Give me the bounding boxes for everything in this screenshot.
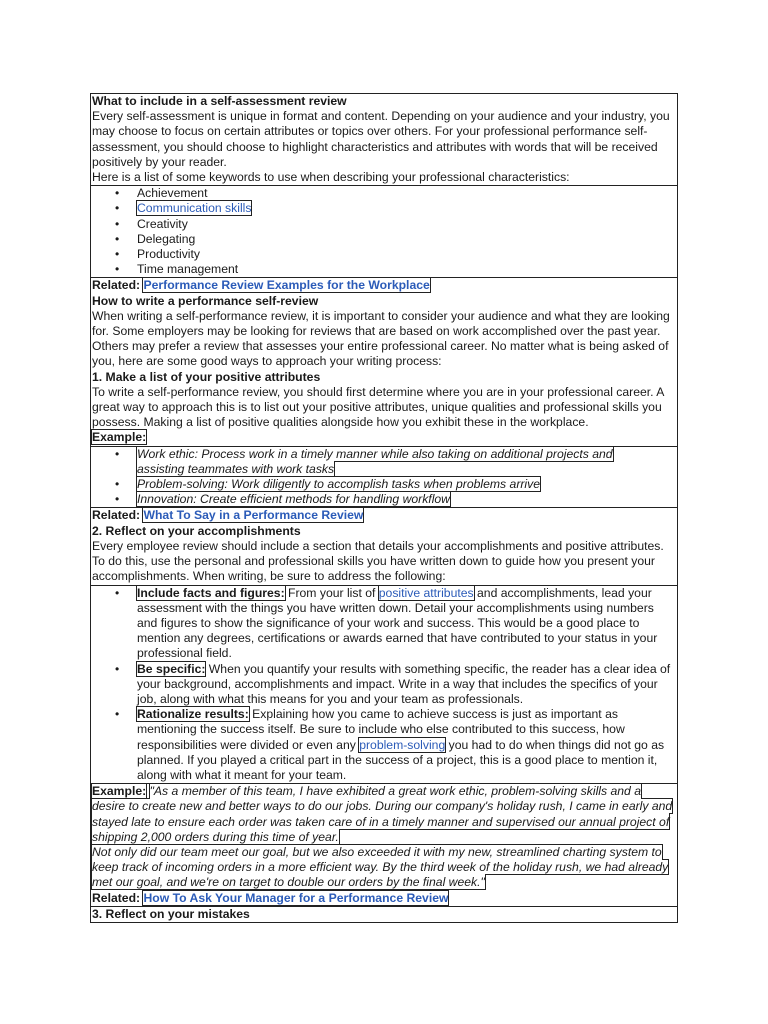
step-heading: 3. Reflect on your mistakes [92,906,250,921]
list-item: • Achievement [137,186,677,201]
paragraph: When writing a self-performance review, it is important to consider your audience and what they are looking for. Some employers may be looking for reviews that are based on work accomplished over the past year. Others may prefer a review that assesses your entire professional career. No matter what is being asked of you, here are some good ways to approach your writing process: [92,308,670,369]
tip-text: and accomplishments, lead your assessment with the things you have written down. Detail your accomplishments using numbers and figures to show the significance of your work and success. This would be a good place to mention any degrees, certifications or awards earned that have contributed to your status in your professional field. [137,585,658,661]
example-list [92,447,677,508]
keyword-list-section [90,185,678,277]
section-example-quote [90,783,678,906]
section-heading: What to include in a self-assessment review [92,94,347,108]
example-text: Innovation: Create efficient methods for handling workflow [137,492,450,507]
tip-label: Rationalize results: [137,707,249,722]
related-line [92,508,677,523]
paragraph: Every employee review should include a section that details your accomplishments and positive attributes. To do this, use the personal and professional skills you have written down to guide how you present your accomplishments. When writing, be sure to address the following: [92,538,664,584]
quote-text: "As a member of this team, I have exhibited a great work ethic, problem-solving skills and a desire to create new and better ways to do our jobs. During our company's holiday rush, I came in early and stayed late to ensure each order was taken care of in a timely manner and supervised our annual project of shipping 2,000 orders during this time of year. [92,784,673,844]
related-label: Related: [92,508,141,523]
example-text: Problem-solving: Work diligently to accomplish tasks when problems arrive [137,477,541,492]
related-link-what-to-say[interactable]: What To Say in a Performance Review [143,508,364,523]
list-item: • Delegating [137,232,677,247]
list-item [137,662,677,708]
paragraph: To write a self-performance review, you should first determine where you are in your professional career. A great way to approach this is to list out your positive attributes, unique qualities and professional skills you possess. Making a list of positive qualities alongside how you exhibit these in the workplace. [92,384,664,430]
list-item: • Time management [137,262,677,277]
list-item [137,201,677,216]
section-accomplishments [90,507,678,584]
related-line [92,891,677,906]
section-heading: How to write a performance self-review [92,293,319,308]
positive-attributes-link[interactable]: positive attributes [378,585,474,600]
tip-text: Explaining how you came to achieve success is just as important as mentioning the success itself. Be sure to include who else contributed to this success, how responsibilities were divided or even any [137,707,625,752]
section-self-review [90,277,678,445]
example-quote [92,845,677,891]
list-item [137,492,677,507]
related-link-performance-review-examples[interactable]: Performance Review Examples for the Workplace [143,278,430,293]
step-heading: 2. Reflect on your accomplishments [92,523,301,538]
tip-label: Be specific: [137,661,206,676]
list-item: • Productivity [137,247,677,262]
example-text: Work ethic: Process work in a timely manner while also taking on additional projects and assisting teammates with work tasks [137,446,613,476]
example-label: Example: [92,784,147,799]
examples-section [90,446,678,508]
related-line [92,278,677,293]
section-mistakes [90,906,678,923]
list-item: • Creativity [137,217,677,232]
problem-solving-link[interactable]: problem-solving [359,737,446,752]
list-item [137,586,677,662]
related-label: Related: [92,890,141,905]
paragraph: Here is a list of some keywords to use when describing your professional characteristics: [92,170,570,185]
tips-section [90,585,678,784]
keyword-list [92,186,677,277]
tips-list [92,586,677,784]
example-label: Example: [92,430,147,445]
list-item [137,707,677,783]
example-quote [92,784,677,845]
tip-text: When you quantify your results with something specific, the reader has a clear idea of your background, accomplishments and impact. Write in a way that includes the specifics of your job, along with what this means for you and your team as professionals. [137,661,671,706]
document [90,93,678,923]
related-label: Related: [92,278,141,293]
related-link-ask-manager[interactable]: How To Ask Your Manager for a Performance Review [143,890,449,905]
paragraph: Every self-assessment is unique in format and content. Depending on your audience and your industry, you may choose to focus on certain attributes or topics over others. For your professional performance self-assessment, you should choose to highlight characteristics and attributes with words that will be received positively by your reader. [92,109,670,169]
communication-skills-link[interactable]: Communication skills [137,201,252,216]
quote-text: Not only did our team meet our goal, but we also exceeded it with my new, streamlined charting system to keep track of incoming orders in a more efficient way. By the third week of the holiday rush, we had already met our goal, and we're on target to double our orders by the final week." [92,844,669,890]
step-heading: 1. Make a list of your positive attributes [92,369,321,384]
tip-text: From your list of [284,585,379,600]
list-item [137,447,677,477]
tip-text: you had to do when things did not go as planned. If you played a critical part in the success of a project, this is a good place to mention it, along with what it meant for your team. [137,737,665,782]
example-line [92,430,677,445]
tip-label: Include facts and figures: [137,585,285,600]
list-item [137,477,677,492]
section-self-assessment [90,93,678,185]
